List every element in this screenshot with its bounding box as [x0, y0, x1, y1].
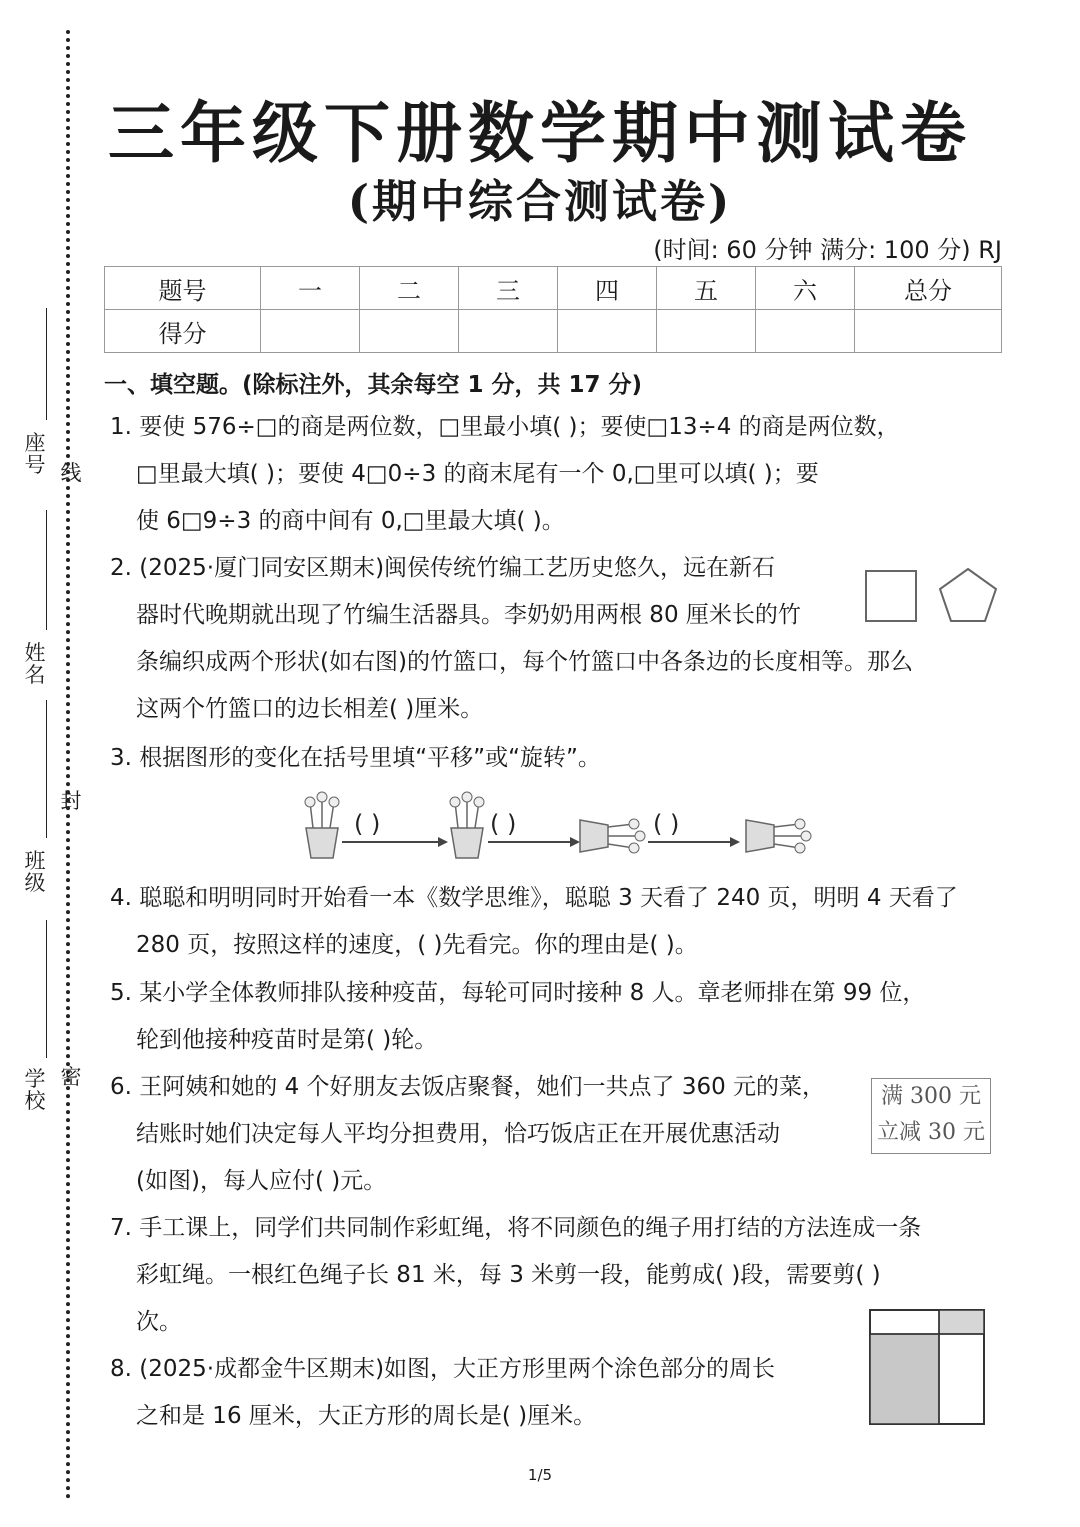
seat-underline [46, 308, 47, 420]
score-table-header-row [105, 267, 1002, 310]
section-title: 一、填空题。(除标注外，其余每空 1 分，共 17 分) [104, 372, 643, 398]
page-subtitle: (期中综合测试卷) [347, 175, 733, 228]
score-cell[interactable] [756, 310, 855, 353]
score-row-label: 得分 [105, 310, 261, 353]
score-cell[interactable] [459, 310, 558, 353]
cut-secret-mark: 密 [60, 1065, 82, 1089]
q8-line2: 之和是 16 厘米，大正方形的周长是( )厘米。 [136, 1403, 597, 1429]
q5-line2: 轮到他接种疫苗时是第( )轮。 [136, 1027, 438, 1053]
flowerpot-icon [450, 792, 484, 858]
question-3 [110, 735, 1010, 782]
q1-line3: 使 6□9÷3 的商中间有 0,□里最大填( )。 [136, 508, 565, 534]
promo-line2: 立减 30 元 [877, 1120, 985, 1145]
question-5 [110, 970, 1010, 1064]
question-1 [110, 404, 1010, 545]
q2-line4: 这两个竹篮口的边长相差( )厘米。 [136, 696, 484, 722]
q5-line1: 5. 某小学全体教师排队接种疫苗，每轮可同时接种 8 人。章老师排在第 99 位， [110, 980, 926, 1006]
score-table-score-row [105, 310, 1002, 353]
score-cell[interactable] [360, 310, 459, 353]
flowerpot-icon [305, 792, 339, 858]
score-header-cell: 四 [558, 267, 657, 310]
score-header-cell: 六 [756, 267, 855, 310]
score-cell[interactable] [657, 310, 756, 353]
pentagon-shape [940, 569, 996, 621]
q4-line1: 4. 聪聪和明明同时开始看一本《数学思维》，聪聪 3 天看了 240 页，明明 4 天看了 [110, 885, 958, 911]
school-underline [46, 920, 47, 1058]
class-label: 班级 [24, 849, 46, 896]
score-header-cell: 题号 [105, 267, 261, 310]
square-pentagon-figure [862, 565, 1002, 627]
score-table [104, 266, 1002, 353]
q3-paren-3[interactable]: ( ) [653, 810, 680, 838]
q1-line2: □里最大填( )；要使 4□0÷3 的商末尾有一个 0,□里可以填( )；要 [136, 461, 819, 487]
name-label: 姓名 [24, 641, 46, 688]
question-6 [110, 1064, 870, 1205]
q3-paren-2[interactable]: ( ) [490, 810, 517, 838]
school-label: 学校 [24, 1067, 46, 1114]
score-header-cell: 三 [459, 267, 558, 310]
question-4 [110, 875, 1010, 969]
score-cell[interactable] [855, 310, 1002, 353]
arrow-head [730, 837, 740, 847]
q6-line2: 结账时她们决定每人平均分担费用，恰巧饭店正在开展优惠活动 [136, 1121, 780, 1147]
seat-label: 座号 [24, 431, 46, 478]
arrow-head [438, 837, 448, 847]
q1-line1: 1. 要使 576÷□的商是两位数，□里最小填( )；要使□13÷4 的商是两位数， [110, 414, 900, 440]
square-shape [866, 571, 916, 621]
page-title: 三年级下册数学期中测试卷 [108, 94, 972, 172]
big-square-figure [868, 1308, 986, 1426]
score-header-cell: 一 [261, 267, 360, 310]
shaded-small-rectangle [939, 1310, 984, 1334]
exam-info: (时间: 60 分钟 满分: 100 分) RJ [653, 236, 1002, 264]
q3-paren-1[interactable]: ( ) [354, 810, 381, 838]
flowerpot-transform-figure [298, 790, 818, 865]
promo-line1: 满 300 元 [881, 1084, 981, 1109]
score-header-cell: 五 [657, 267, 756, 310]
q6-line3: (如图)，每人应付( )元。 [136, 1168, 387, 1194]
q2-line2: 器时代晚期就出现了竹编生活器具。李奶奶用两根 80 厘米长的竹 [136, 602, 801, 628]
arrow-head [570, 837, 580, 847]
name-underline [46, 510, 47, 630]
q4-line2: 280 页，按照这样的速度，( )先看完。你的理由是( )。 [136, 932, 698, 958]
shaded-rectangle [870, 1334, 939, 1424]
cut-line-mark: 线 [60, 461, 82, 485]
promo-sign [871, 1078, 991, 1154]
rotated-flowerpot-icon [580, 819, 645, 853]
score-header-cell: 总分 [855, 267, 1002, 310]
q7-line1: 7. 手工课上，同学们共同制作彩虹绳，将不同颜色的绳子用打结的方法连成一条 [110, 1215, 922, 1241]
score-cell[interactable] [261, 310, 360, 353]
page-number: 1/5 [527, 1466, 553, 1484]
q7-line3: 次。 [136, 1309, 182, 1335]
class-underline [46, 700, 47, 838]
q7-line2: 彩虹绳。一根红色绳子长 81 米，每 3 米剪一段，能剪成( )段，需要剪( ) [136, 1262, 881, 1288]
q6-line1: 6. 王阿姨和她的 4 个好朋友去饭店聚餐，她们一共点了 360 元的菜， [110, 1074, 826, 1100]
q2-line3: 条编织成两个形状(如右图)的竹篮口，每个竹篮口中各条边的长度相等。那么 [136, 649, 913, 675]
q3-line1: 3. 根据图形的变化在括号里填“平移”或“旋转”。 [110, 745, 601, 771]
q8-line1: 8. (2025·成都金牛区期末)如图，大正方形里两个涂色部分的周长 [110, 1356, 776, 1382]
score-cell[interactable] [558, 310, 657, 353]
q2-line1: 2. (2025·厦门同安区期末)闽侯传统竹编工艺历史悠久，远在新石 [110, 555, 776, 581]
binding-dotted-line [66, 30, 70, 1500]
question-8 [110, 1346, 870, 1440]
score-header-cell: 二 [360, 267, 459, 310]
cut-seal-mark: 封 [60, 789, 82, 813]
rotated-flowerpot-icon [746, 819, 811, 853]
